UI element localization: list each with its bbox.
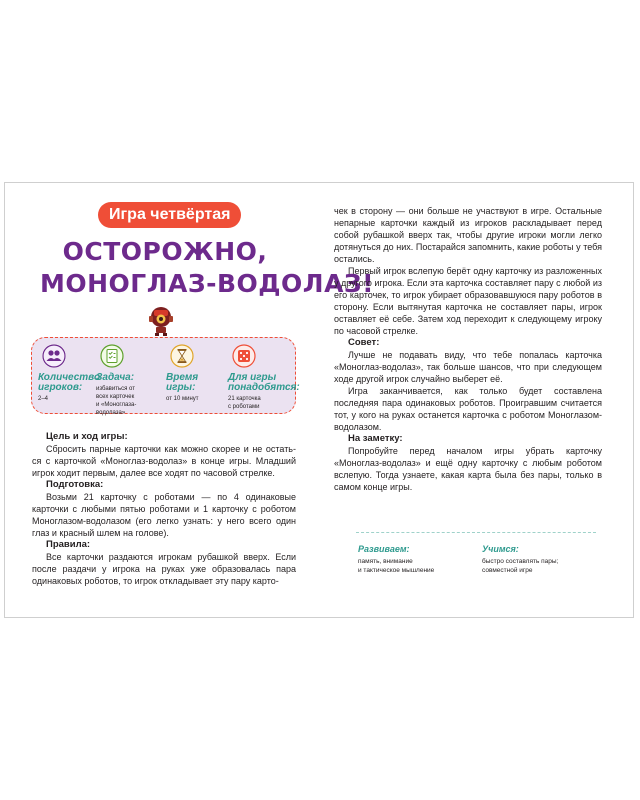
info-value: 21 карточка (228, 396, 261, 402)
info-materials (228, 344, 300, 411)
learn-label: Учимся: (482, 544, 519, 554)
footer-divider (356, 532, 596, 533)
left-text-column (32, 431, 296, 587)
info-label: игроков: (38, 382, 83, 393)
info-task (96, 344, 136, 417)
info-label: понадобятся: (228, 382, 300, 393)
turn-paragraph: Первый игрок вслепую берёт одну карточку из разложенных у другого игрока. Если эта карточка составляет пару с любой из его карточек, то игрок убирает образовавшуюся пару роботов в сторону. Если вытянутая карточка не составляет пары, игрок оставляет её себе. Затем ход переходит к следующему игроку по часовой стрелке. (334, 266, 602, 336)
develop-text: память, внимание (358, 558, 413, 565)
develop-text: и тактическое мышление (358, 567, 435, 574)
develop-label: Развиваем: (358, 544, 410, 554)
rules-paragraph: Все карточки раздаются игрокам рубашкой вверх. Если после раздачи у игрока на руках уже образовалась пара одинаковых роботов, то игрок откладывает эту пару карто- (32, 552, 296, 586)
info-label: Время (166, 372, 199, 383)
robot-icon (146, 304, 176, 336)
info-time (166, 344, 199, 403)
game-title (40, 236, 375, 300)
info-label: Количество (38, 372, 101, 383)
info-label: игры: (166, 382, 196, 393)
info-value: избавиться от (96, 386, 135, 392)
info-value: с роботами (228, 404, 260, 410)
goal-paragraph: Сбросить парные карточки как можно скорее и не остать-ся с карточкой «Моноглаз-водолаз» в конце игры. Младший игрок ходит первым, далее все ходят по часовой стрелке. (32, 444, 296, 478)
note-paragraph: Попробуйте перед началом игры убрать карточку «Моноглаз-водолаз» и ещё одну карточку с любым роботом вслепую. Тогда узнаете, какая карта была без пары, только в самом конце игры. (334, 446, 602, 492)
hourglass-icon (170, 344, 194, 368)
section-heading-tip: Совет: (348, 337, 380, 348)
info-value: и «Моноглаза- (96, 402, 137, 408)
info-value: всех карточек (96, 394, 135, 400)
dice-icon (232, 344, 256, 368)
title-line-2: МОНОГЛАЗ-ВОДОЛАЗ! (40, 269, 375, 298)
right-text-column (334, 205, 602, 493)
footer-learn (482, 543, 558, 575)
section-heading-goal: Цель и ход игры: (46, 431, 128, 442)
info-players (38, 344, 100, 403)
info-label: Задача: (96, 372, 135, 383)
info-label: Для игры (228, 372, 277, 383)
game-number-badge: Игра четвёртая (98, 202, 241, 228)
players-icon (42, 344, 66, 368)
info-value: водолаза» (96, 410, 126, 416)
ending-paragraph: Игра заканчивается, как только будет составлена последняя пара одинаковых роботов. Проигравшим считается тот, у кого на руках останется карточка с роботом Моноглазом-водолазом. (334, 386, 602, 432)
learn-text: совместной игре (482, 567, 533, 574)
checklist-icon (100, 344, 124, 368)
section-heading-rules: Правила: (46, 539, 91, 550)
title-line-1: ОСТОРОЖНО, (62, 237, 268, 266)
info-value: от 10 минут (166, 396, 199, 402)
learn-text: быстро составлять пары; (482, 558, 559, 565)
section-heading-note: На заметку: (348, 433, 403, 444)
preparation-paragraph: Возьми 21 карточку с роботами — по 4 одинаковые карточки с любыми пятью роботами и 1 карточку с роботом Моноглазом-водолазом (его легко узнать: у него всего один глаз и красный шлем на голове). (32, 492, 296, 538)
section-heading-preparation: Подготовка: (46, 479, 104, 490)
footer-develop (358, 543, 434, 575)
info-value: 2–4 (38, 396, 49, 402)
rules-continuation-paragraph: чек в сторону — они больше не участвуют в игре. Остальные непарные карточки каждый из игроков раскладывает перед собой рубашкой вверх так, чтобы другие игроки могли легко дотянуться до них. Постарайся запомнить, какие роботы у тебя остались. (334, 206, 602, 264)
tip-paragraph: Лучше не подавать виду, что тебе попалась карточка «Моноглаз-водолаз», так больше шансов, что при следующем ходе другой игрок случайно выберет её. (334, 350, 602, 384)
